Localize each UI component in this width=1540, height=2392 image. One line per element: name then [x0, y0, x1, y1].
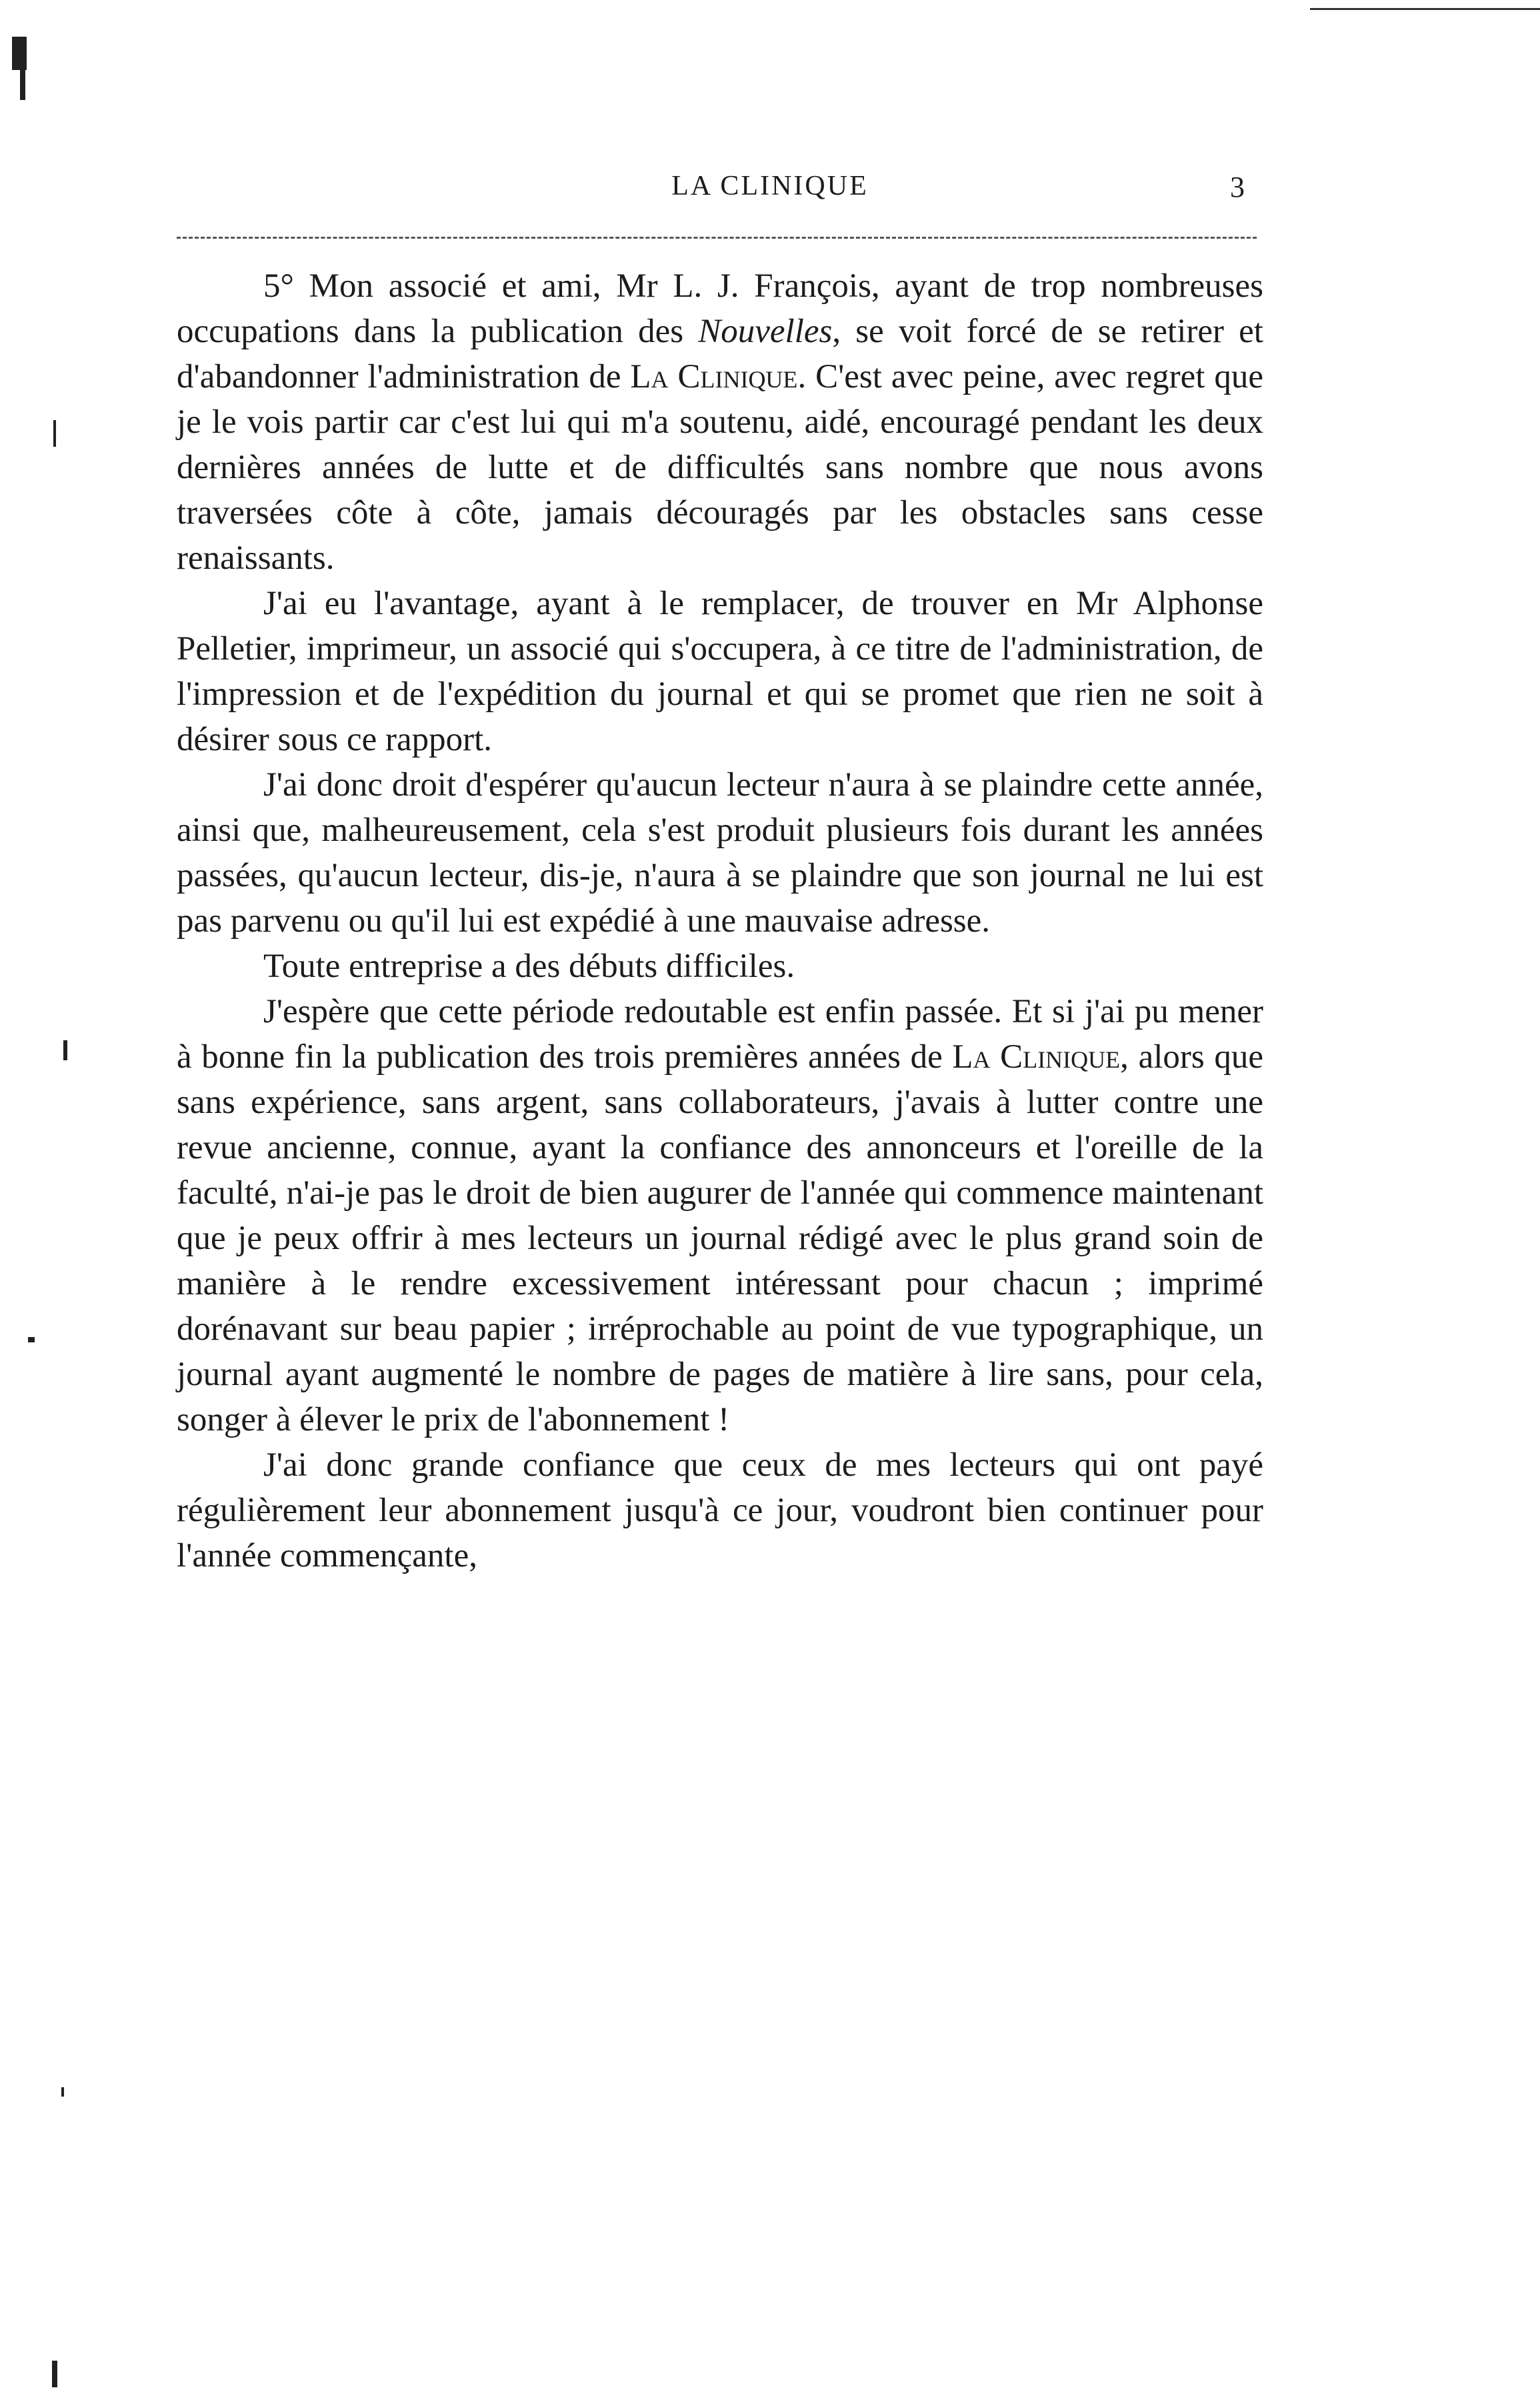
paragraph-1-text-c: , se voit forcé de se retirer et d'abandonner l'administration de	[177, 313, 1263, 395]
top-edge-rule	[1310, 8, 1540, 10]
running-title: LA CLINIQUE	[671, 171, 869, 201]
margin-artifact	[63, 1040, 67, 1060]
margin-artifact	[20, 70, 25, 100]
paragraph-3: J'ai donc droit d'espérer qu'aucun lecteur n'aura à se plaindre cette année, ainsi que, malheureusement, cela s'est produit plusieurs fois durant les années passées, qu'aucun lecteur, dis-je, n'aura à se plaindre que son journal ne lui est pas parvenu ou qu'il lui est expédié à une mauvaise adresse.	[177, 766, 1263, 940]
body-text	[177, 263, 1263, 1578]
paragraph-6: J'ai donc grande confiance que ceux de mes lecteurs qui ont payé régulièrement leur abonnement jusqu'à ce jour, voudront bien continuer pour l'année commençante,	[177, 1446, 1263, 1574]
paragraph-1	[177, 263, 1263, 581]
journal-name-small-caps: La Clinique	[630, 358, 798, 395]
paragraph-2: J'ai eu l'avantage, ayant à le remplacer, de trouver en Mr Alphonse Pelletier, imprimeur, un associé qui s'occupera, à ce titre de l'administration, de l'impression et de l'expédition du journal et qui se promet que rien ne soit à désirer sous ce rapport.	[177, 585, 1263, 758]
running-head	[0, 170, 1540, 210]
paragraph-1-text-e: . C'est avec peine, avec regret que je le vois partir car c'est lui qui m'a soutenu, aidé, encouragé pendant les deux dernières années de lutte et de difficultés sans nombre que nous avons traversées côte à côte, jamais découragés par les obstacles sans cesse renaissants.	[177, 358, 1264, 577]
publication-title-italic: Nouvelles	[698, 313, 833, 350]
paragraph-4: Toute entreprise a des débuts difficiles.	[263, 948, 795, 985]
paragraph-5-text-a: J'espère que cette période redoutable est enfin passée. Et si j'ai pu mener à bonne fin la publication des trois premières années de	[177, 993, 1263, 1076]
margin-artifact	[61, 2087, 64, 2097]
paragraph-5-text-c: , alors que sans expérience, sans argent, sans collaborateurs, j'avais à lutter contre une revue ancienne, connue, ayant la confiance des annonceurs et l'oreille de la faculté, n'ai-je pas le droit de bien augurer de l'année qui commence maintenant que je peux offrir à mes lecteurs un journal rédigé avec le plus grand soin de manière à le rendre excessivement intéressant pour chacun ; imprimé dorénavant sur beau papier ; irréprochable au point de vue typographique, un journal ayant augmenté le nombre de pages de matière à lire sans, pour cela, songer à élever le prix de l'abonnement !	[177, 1038, 1263, 1438]
paragraph-5	[177, 989, 1263, 1442]
margin-artifact	[53, 420, 56, 447]
margin-artifact	[12, 37, 27, 70]
margin-artifact	[52, 2361, 57, 2387]
paragraph-1-text-a: 5° Mon associé et ami, Mr L. J. François, ayant de trop nombreuses occupations dans la publication des	[177, 267, 1263, 350]
margin-artifact	[28, 1337, 35, 1342]
header-rule	[177, 237, 1257, 239]
journal-name-small-caps: La Clinique	[952, 1038, 1121, 1076]
page-number: 3	[1230, 171, 1245, 203]
